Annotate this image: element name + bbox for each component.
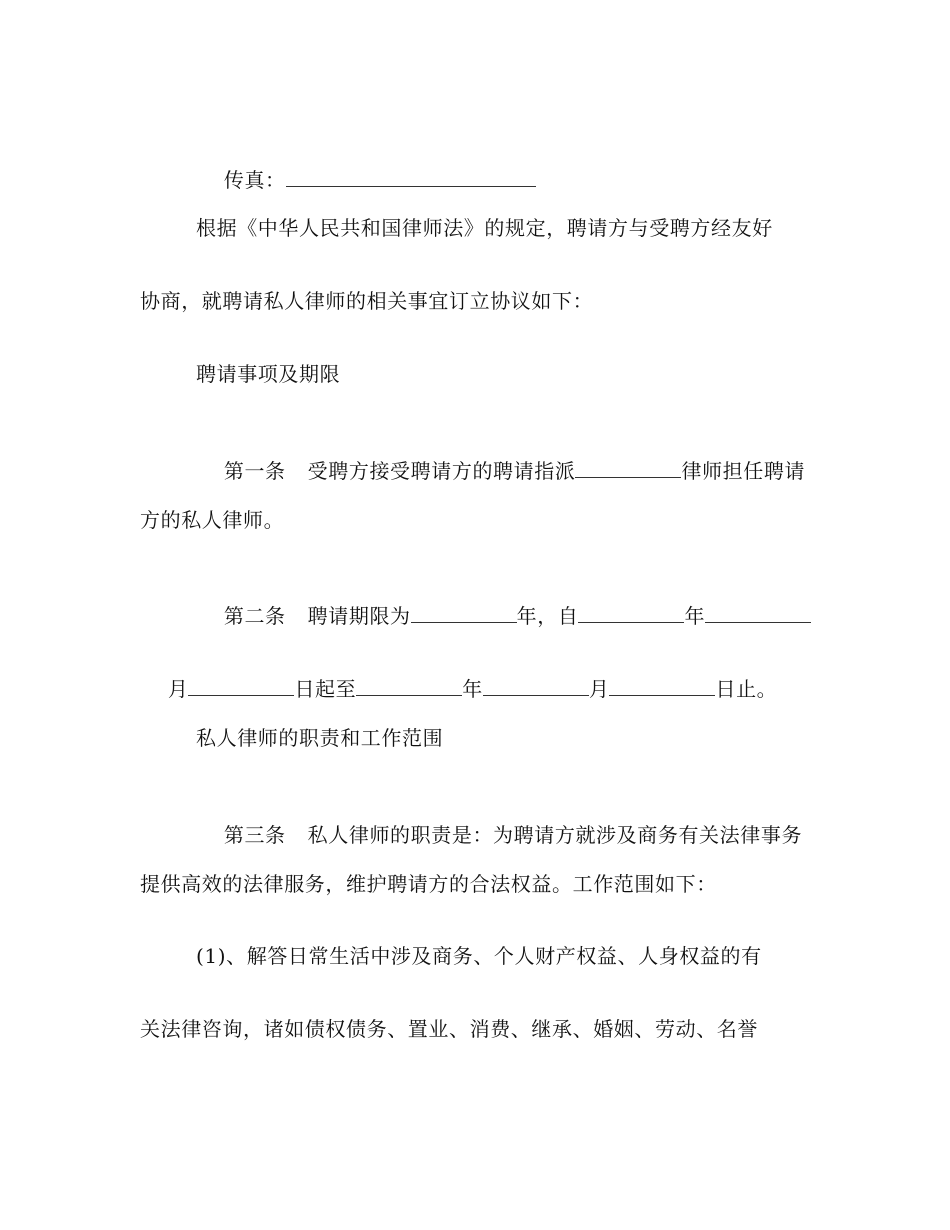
end-year-blank: [356, 677, 462, 696]
end-year-label: 年: [462, 677, 483, 701]
day-from-label: 日起至: [294, 677, 357, 701]
article-2-year2: 年: [684, 604, 706, 628]
fax-label: 传真：: [223, 168, 286, 192]
section-heading-duties: 私人律师的职责和工作范围: [196, 726, 444, 750]
article-1-line-1: [196, 435, 805, 507]
end-day-blank: [609, 677, 715, 696]
article-3-text: 私人律师的职责是：为聘请方就涉及商务有关法律事务: [307, 823, 803, 847]
term-years-blank: [411, 604, 517, 623]
article-2-year: 年，自: [516, 604, 579, 628]
intro-line-1: 根据《中华人民共和国律师法》的规定，聘请方与受聘方经友好: [196, 216, 773, 240]
item-1-line-2: 关法律咨询，诸如债权债务、置业、消费、继承、婚姻、劳动、名誉: [140, 1017, 758, 1041]
article-3-line-2: 提供高效的法律服务，维护聘请方的合法权益。工作范围如下：: [140, 872, 717, 896]
start-day-blank: [188, 677, 294, 696]
start-month-label: 月: [167, 677, 189, 701]
item-1-line-1: (1)、解答日常生活中涉及商务、个人财产权益、人身权益的有: [196, 944, 762, 968]
article-1-line-2: 方的私人律师。: [140, 508, 285, 532]
article-1-text-b: 律师担任聘请: [681, 459, 806, 483]
day-end-label: 日止。: [715, 677, 778, 701]
article-3-label: 第三条: [223, 823, 286, 847]
article-1-label: 第一条: [223, 459, 286, 483]
end-month-label: 月: [588, 677, 610, 701]
start-year-blank: [578, 604, 684, 623]
start-month-blank: [705, 604, 811, 623]
article-2-label: 第二条: [223, 604, 286, 628]
article-1-text-a: 受聘方接受聘请方的聘请指派: [307, 459, 576, 483]
section-heading-appointment: 聘请事项及期限: [196, 362, 341, 386]
article-2-text-a: 聘请期限为: [307, 604, 411, 628]
fax-line: [196, 144, 536, 216]
article-2-line-1: [196, 580, 811, 652]
article-2-line-2: [140, 653, 777, 725]
fax-blank: [286, 168, 536, 187]
intro-line-2: 协商，就聘请私人律师的相关事宜订立协议如下：: [140, 289, 594, 313]
end-month-blank: [483, 677, 589, 696]
article-3-line-1: [196, 799, 802, 871]
lawyer-name-blank: [575, 459, 681, 478]
